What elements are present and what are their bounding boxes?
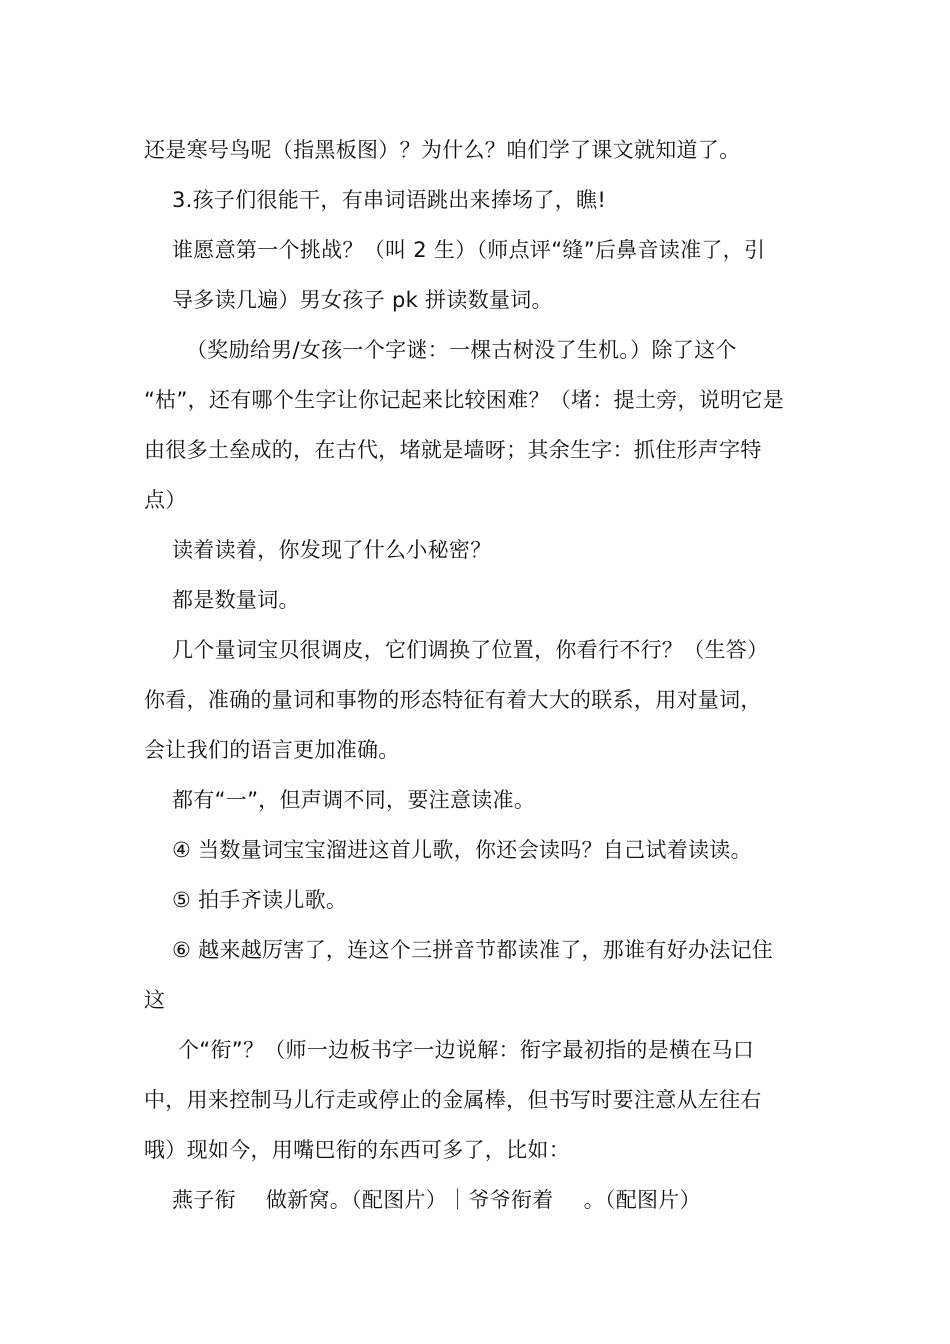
paragraph-line: 读着读着，你发现了什么小秘密？ (172, 538, 492, 562)
fill-in-text-1: 燕子衔 (172, 1188, 236, 1212)
paragraph-line: ④ 当数量词宝宝溜进这首儿歌，你还会读吗？自己试着读读。 (172, 838, 752, 862)
fill-in-text-2: 做新窝。（配图片）｜爷爷衔着 (265, 1188, 554, 1212)
paragraph-line: 个“衔”？（师一边板书字一边说解：衔字最初指的是横在马口 (178, 1038, 755, 1062)
fill-in-text-3: 。（配图片） (583, 1188, 701, 1212)
paragraph-line: 谁愿意第一个挑战？（叫 2 生）（师点评“缝”后鼻音读准了，引 (172, 238, 766, 262)
paragraph-line: “枯”，还有哪个生字让你记起来比较困难？（堵：提土旁，说明它是 (144, 388, 785, 412)
paragraph-line: 点） (144, 488, 187, 512)
paragraph-line: 哦）现如今，用嘴巴衔的东西可多了，比如： (144, 1138, 570, 1162)
paragraph-line: ⑤ 拍手齐读儿歌。 (172, 888, 348, 912)
paragraph-line: 由很多土垒成的，在古代，堵就是墙呀；其余生字：抓住形声字特 (144, 438, 762, 462)
paragraph-line: 几个量词宝贝很调皮，它们调换了位置，你看行不行？（生答） (172, 638, 769, 662)
paragraph-line: 会让我们的语言更加准确。 (144, 738, 400, 762)
paragraph-line-fill-in (172, 1186, 842, 1214)
paragraph-line: 这 (144, 988, 166, 1012)
paragraph-line: （奖励给男/女孩一个字谜：一棵古树没了生机。）除了这个 (186, 338, 737, 362)
paragraph-line: ⑥ 越来越厉害了，连这个三拼音节都读准了，那谁有好办法记住 (172, 938, 774, 962)
paragraph-line: 导多读几遍）男女孩子 pk 拼读数量词。 (172, 288, 553, 312)
paragraph-line: 还是寒号鸟呢（指黑板图）？为什么？咱们学了课文就知道了。 (144, 138, 741, 162)
paragraph-line: 3.孩子们很能干，有串词语跳出来捧场了，瞧! (172, 188, 607, 212)
paragraph-line: 都有“一”，但声调不同，要注意读准。 (172, 788, 536, 812)
paragraph-line: 你看，准确的量词和事物的形态特征有着大大的联系，用对量词， (144, 688, 762, 712)
paragraph-line: 中，用来控制马儿行走或停止的金属棒，但书写时要注意从左往右 (144, 1088, 762, 1112)
paragraph-line: 都是数量词。 (172, 588, 300, 612)
